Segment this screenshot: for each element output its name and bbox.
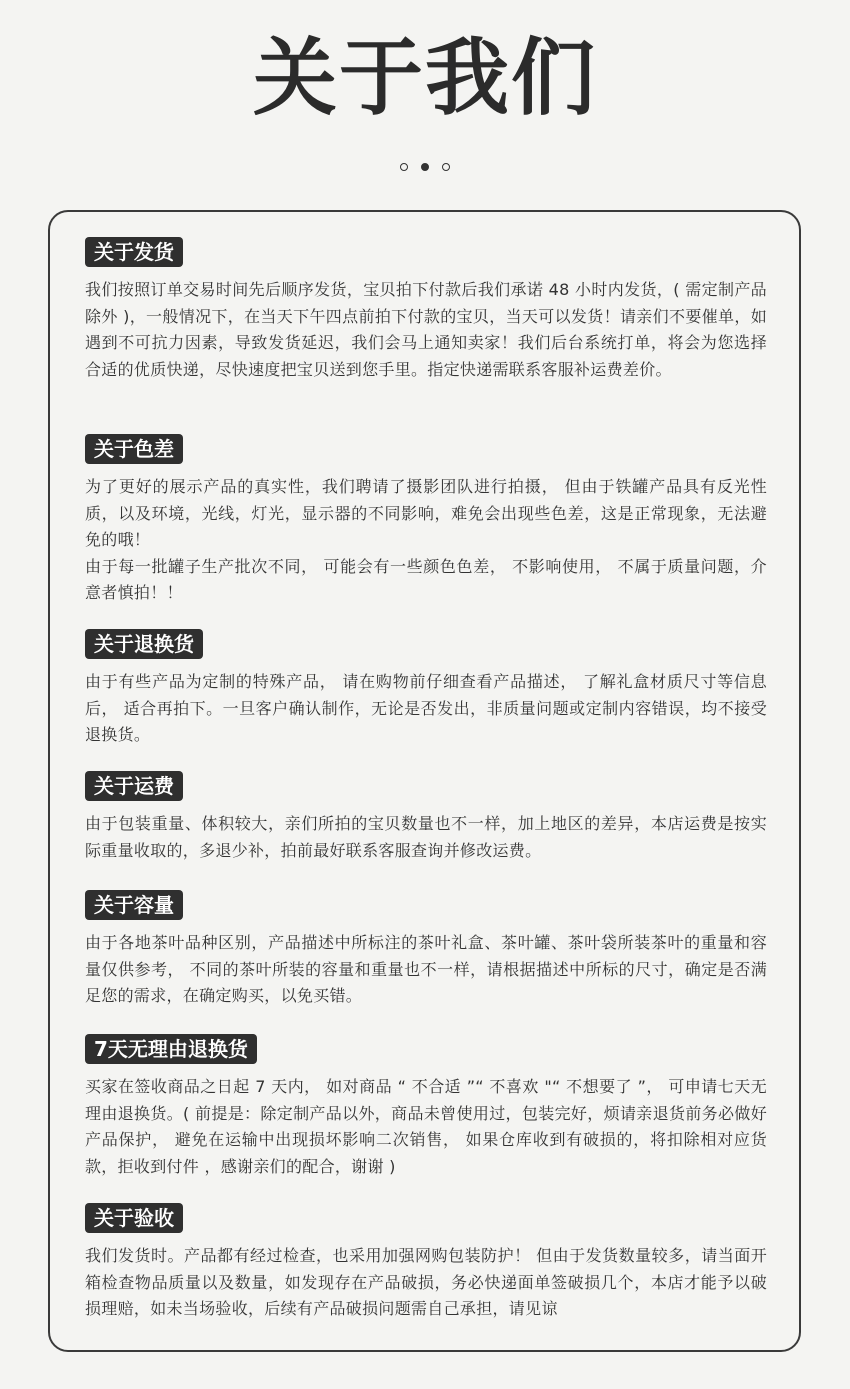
section-heading: 关于色差 bbox=[85, 434, 183, 464]
section-shipping-fee bbox=[85, 771, 767, 864]
section-body bbox=[85, 669, 767, 749]
section-paragraph: 由于各地茶叶品种区别，产品描述中所标注的茶叶礼盒、茶叶罐、茶叶袋所装茶叶的重量和容量仅供参考， 不同的茶叶所装的容量和重量也不一样，请根据描述中所标的尺寸，确定是否满足您的需求，在确定购买，以免买错。 bbox=[85, 933, 767, 1005]
indicator-dot-1[interactable] bbox=[400, 163, 408, 171]
section-color-difference bbox=[85, 434, 767, 607]
section-paragraph: 由于包装重量、体积较大，亲们所拍的宝贝数量也不一样，加上地区的差异，本店运费是按实际重量收取的，多退少补，拍前最好联系客服查询并修改运费。 bbox=[85, 814, 767, 860]
carousel-indicator bbox=[0, 163, 850, 171]
section-heading: 关于容量 bbox=[85, 890, 183, 920]
section-returns bbox=[85, 629, 767, 749]
section-body bbox=[85, 1074, 767, 1180]
section-paragraph: 由于有些产品为定制的特殊产品， 请在购物前仔细查看产品描述， 了解礼盒材质尺寸等信息后， 适合再拍下。一旦客户确认制作，无论是否发出，非质量问题或定制内容错误，均不接受退换货。 bbox=[85, 672, 767, 744]
info-card bbox=[48, 210, 801, 1352]
section-paragraph: 为了更好的展示产品的真实性，我们聘请了摄影团队进行拍摄， 但由于铁罐产品具有反光性质，以及环境，光线，灯光，显示器的不同影响，难免会出现些色差，这是正常现象，无法避免的哦！ bbox=[85, 477, 767, 549]
indicator-dot-3[interactable] bbox=[442, 163, 450, 171]
section-heading: 关于验收 bbox=[85, 1203, 183, 1233]
section-paragraph: 我们发货时。产品都有经过检查，也采用加强网购包装防护！ 但由于发货数量较多，请当面开箱检查物品质量以及数量，如发现存在产品破损，务必快递面单签破损几个，本店才能予以破损理赔，如未当场验收，后续有产品破损问题需自己承担，请见谅 bbox=[85, 1246, 767, 1318]
section-paragraph: 买家在签收商品之日起 7 天内， 如对商品 “ 不合适 ”“ 不喜欢 "“ 不想要了 ”， 可申请七天无理由退换货。( 前提是：除定制产品以外，商品未曾使用过，包装完好，烦请亲退货前务必做好产品保护， 避免在运输中出现损坏影响二次销售， 如果仓库收到有破损的，将扣除相对应货款，拒收到付件 ，感谢亲们的配合，谢谢 ) bbox=[85, 1077, 767, 1176]
section-body bbox=[85, 1243, 767, 1323]
section-body bbox=[85, 277, 767, 383]
section-body bbox=[85, 930, 767, 1010]
section-paragraph: 由于每一批罐子生产批次不同， 可能会有一些颜色色差， 不影响使用， 不属于质量问题，介意者慎拍！！ bbox=[85, 556, 767, 602]
section-shipping bbox=[85, 237, 767, 383]
page-title: 关于我们 bbox=[252, 28, 597, 127]
indicator-dot-2-active[interactable] bbox=[421, 163, 429, 171]
section-heading: 7天无理由退换货 bbox=[85, 1034, 257, 1064]
section-inspection bbox=[85, 1203, 767, 1323]
section-heading: 关于发货 bbox=[85, 237, 183, 267]
section-paragraph: 我们按照订单交易时间先后顺序发货，宝贝拍下付款后我们承诺 48 小时内发货，( 需定制产品除外 )，一般情况下，在当天下午四点前拍下付款的宝贝，当天可以发货！请亲们不要催单，如遇到不可抗力因素，导致发货延迟，我们会马上通知卖家！我们后台系统打单，将会为您选择合适的优质快递，尽快速度把宝贝送到您手里。指定快递需联系客服补运费差价。 bbox=[85, 280, 767, 379]
section-seven-day-return bbox=[85, 1034, 767, 1180]
section-heading: 关于退换货 bbox=[85, 629, 203, 659]
section-body bbox=[85, 474, 767, 607]
section-capacity bbox=[85, 890, 767, 1010]
section-body bbox=[85, 811, 767, 864]
section-heading: 关于运费 bbox=[85, 771, 183, 801]
